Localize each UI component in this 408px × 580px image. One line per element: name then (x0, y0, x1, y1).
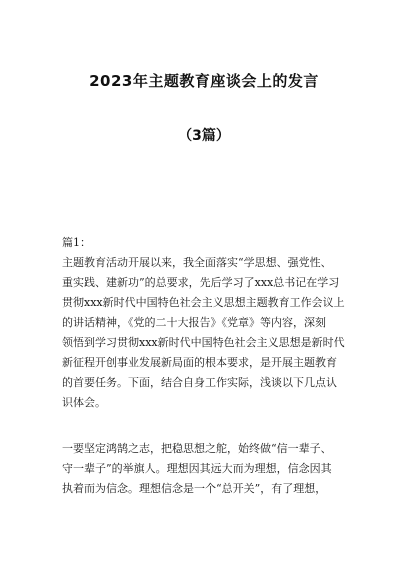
text-line: 守一辈子”的举旗人。理想因其远大而为理想，信念因其 (62, 462, 332, 475)
text-line: 识体会。 (62, 396, 106, 409)
text-line: 贯彻xxx新时代中国特色社会主义思想主题教育工作会议上 (62, 296, 345, 309)
text-line: 的讲话精神，《党的二十大报告》《党章》等内容，深刻 (62, 316, 326, 329)
document-title: 2023年主题教育座谈会上的发言 (89, 72, 319, 90)
text-line: 主题教育活动开展以来，我全面落实“学思想、强党性、 (62, 256, 332, 269)
text-line: 新征程开创事业发展新局面的根本要求，是开展主题教育 (62, 356, 337, 369)
text-line: 执着而为信念。理想信念是一个“总开关”，有了理想， (62, 482, 327, 495)
text-line: 一要坚定鸿鹄之志，把稳思想之舵，始终做“信一辈子、 (62, 442, 332, 455)
text-line: 重实践、建新功”的总要求，先后学习了xxx总书记在学习 (62, 276, 340, 289)
paragraph-2 (62, 439, 354, 499)
paragraph-1 (62, 253, 354, 413)
document-subtitle: （3篇） (178, 128, 230, 144)
section-label: 篇1： (62, 236, 91, 249)
paragraph-spacer (62, 413, 354, 439)
text-line: 领悟到学习贯彻xxx新时代中国特色社会主义思想是新时代 (62, 336, 345, 349)
text-line: 的首要任务。下面，结合自身工作实际，浅谈以下几点认 (62, 376, 337, 389)
document-body (62, 233, 354, 499)
